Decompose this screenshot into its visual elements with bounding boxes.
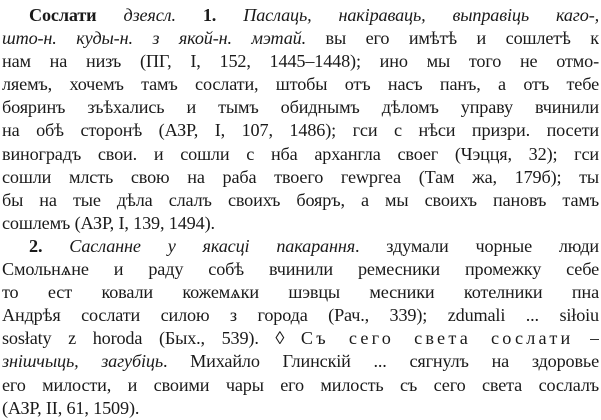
text-run: Смольнѧне и раду собѣ вчинили ремесники промежку себе bbox=[2, 259, 599, 280]
text-run bbox=[97, 5, 124, 25]
dictionary-entry bbox=[2, 4, 599, 420]
sense1-line-9 bbox=[2, 189, 599, 212]
text-run: . Михайло Глинскій ... сягнулъ на здоровье bbox=[162, 351, 599, 372]
sense1-line-3 bbox=[2, 50, 599, 73]
sense2-line-2 bbox=[2, 258, 599, 281]
text-run: Андрѣя сослати силою з города (Рач., 339); zdumali ... siłoiu bbox=[2, 305, 599, 326]
sense1-line-1 bbox=[2, 4, 599, 27]
italic-gloss: Паслаць, накіраваць, выправіць каго-, bbox=[243, 5, 599, 25]
sense-number: 2. bbox=[29, 235, 43, 256]
text-run: вы его имѣтѣ и сошлетѣ к bbox=[306, 28, 599, 49]
sense1-line-4 bbox=[2, 73, 599, 96]
sense1-line-5 bbox=[2, 96, 599, 119]
text-run: ляемъ, хочемъ тамъ сослати, штобы отъ насъ панъ, а отъ тебе bbox=[2, 74, 599, 95]
italic-gloss: знішчыць, загубіць bbox=[2, 351, 163, 372]
text-run: его милости, и своими чары его милость съ сего света сослалъ bbox=[2, 374, 599, 395]
text-run: (АЗР, II, 61, 1509). bbox=[2, 397, 140, 418]
text-run: виноградъ свои. и сошли с нба архангла своег (Чэцця, 32); гси bbox=[2, 143, 599, 164]
sense-number: 1. bbox=[202, 5, 217, 25]
sense2-line-1 bbox=[2, 235, 599, 258]
sense2-line-7 bbox=[2, 374, 599, 397]
sense1-line-7 bbox=[2, 143, 599, 166]
sense-1 bbox=[2, 4, 599, 235]
text-run bbox=[216, 5, 243, 25]
sense2-line-4 bbox=[2, 304, 599, 327]
headword: Сослати bbox=[29, 5, 97, 25]
text-run: бы на тые дѣла слалъ своихъ бояръ, а мы своихъ пановъ тамъ bbox=[2, 189, 599, 210]
italic-gloss: што-н. куды-н. з якой-н. мэтай. bbox=[2, 28, 306, 49]
text-run: сошлемъ (АЗР, I, 139, 1494). bbox=[2, 212, 215, 233]
text-run: – bbox=[573, 328, 599, 349]
sense2-line-6 bbox=[2, 350, 599, 373]
sense1-line-10 bbox=[2, 212, 599, 235]
text-run: sosłaty z horoda (Бых., 539). ◊ bbox=[2, 328, 301, 349]
sense2-line-8 bbox=[2, 397, 599, 420]
sense2-line-5 bbox=[2, 327, 599, 350]
italic-gloss: дзеясл. bbox=[123, 5, 176, 25]
text-run: нам на низъ (ПГ, I, 152, 1445–1448); ино мы того не отмо- bbox=[2, 51, 599, 72]
text-run: . здумали чорные люди bbox=[355, 235, 599, 256]
sense-2 bbox=[2, 235, 599, 420]
text-run: сошли млсть свою на раба твоего геwргеа (Там жа, 179б); ты bbox=[2, 166, 599, 187]
sense1-line-6 bbox=[2, 119, 599, 142]
italic-gloss: Сасланне у якасці пакарання bbox=[69, 235, 356, 256]
spaced-phrase: Съ сего света сослати bbox=[300, 328, 574, 349]
text-run bbox=[176, 5, 203, 25]
text-run: бояринъ зъѣхались и тымъ обиднымъ дѣломъ управу вчинили bbox=[2, 97, 599, 118]
sense1-line-8 bbox=[2, 166, 599, 189]
text-run: на обѣ сторонѣ (АЗР, I, 107, 1486); гси с нѣси призри. посети bbox=[2, 120, 599, 141]
text-run: то ест ковали кожемѧки шэвцы месники котелники пна bbox=[2, 282, 599, 303]
sense2-line-3 bbox=[2, 281, 599, 304]
sense1-line-2 bbox=[2, 27, 599, 50]
text-run bbox=[42, 236, 69, 256]
